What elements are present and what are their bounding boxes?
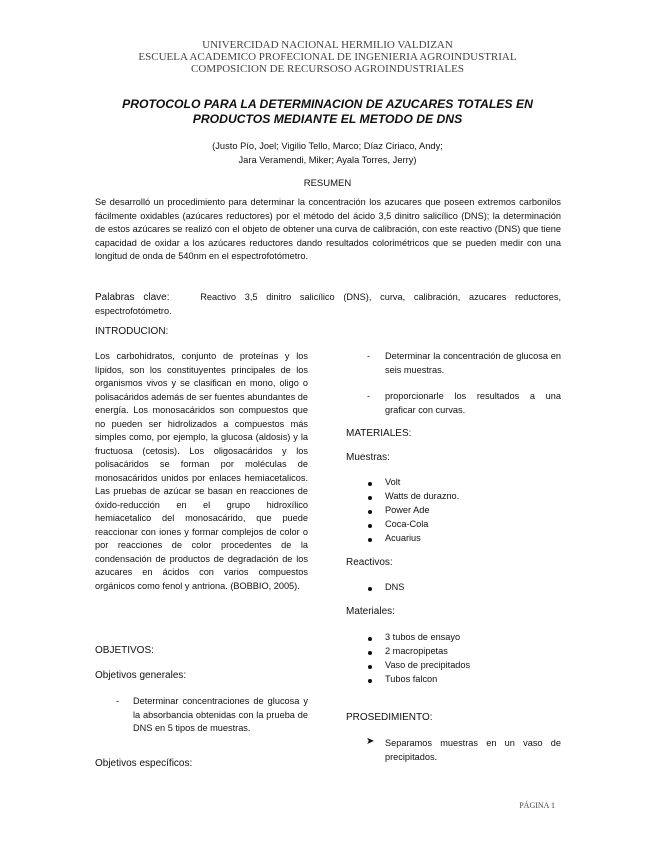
- institution-header: [0, 39, 655, 75]
- keywords-text: Reactivo 3,5 dinitro salicílico (DNS), curva, calibración, azucares reductores, espectrofotómetro.: [95, 292, 561, 316]
- keywords-label: Palabras clave:: [95, 292, 170, 303]
- objetivos-generales-heading: Objetivos generales:: [95, 670, 187, 681]
- dash-marker: -: [116, 696, 120, 706]
- bullet-icon: [368, 587, 372, 591]
- bullet-icon: [368, 679, 372, 683]
- paper-title: PROTOCOLO PARA LA DETERMINACION DE AZUCARES TOTALES EN PRODUCTOS MEDIANTE EL METODO DE DNS: [122, 97, 533, 126]
- bullet-icon: [368, 524, 372, 528]
- reactivos-heading: Reactivos:: [346, 557, 393, 568]
- muestra-item: Power Ade: [385, 505, 430, 515]
- muestra-item: Acuarius: [385, 533, 421, 543]
- introduccion-heading: INTRODUCION:: [95, 326, 169, 337]
- dash-marker: -: [367, 391, 371, 401]
- course-name: COMPOSICION DE RECURSOSO AGROINDUSTRIALES: [191, 63, 464, 75]
- objetivos-especificos-heading: Objetivos específicos:: [95, 758, 193, 769]
- resumen-heading: RESUMEN: [303, 178, 352, 189]
- muestras-heading: Muestras:: [346, 452, 390, 463]
- material-item: 3 tubos de ensayo: [385, 632, 461, 642]
- muestra-item: Watts de durazno.: [385, 491, 460, 501]
- dash-marker: -: [367, 351, 371, 361]
- objetivo-general-item: Determinar concentraciones de glucosa y la absorbancia obtenidas con la prueba de DNS en 5 tipos de muestras.: [133, 696, 308, 733]
- authors-line-1: (Justo Pío, Joel; Vigilio Tello, Marco; Díaz Ciriaco, Andy;: [212, 141, 443, 151]
- bullet-icon: [368, 665, 372, 669]
- material-item: Vaso de precipitados: [385, 660, 471, 670]
- bullet-icon: [368, 651, 372, 655]
- bullet-icon: [368, 482, 372, 486]
- bullet-icon: [368, 637, 372, 641]
- reactivo-item: DNS: [385, 582, 405, 592]
- bullet-icon: [368, 496, 372, 500]
- school-name: ESCUELA ACADEMICO PROFECIONAL DE INGENIERIA AGROINDUSTRIAL: [138, 51, 517, 63]
- introduccion-body: Los carbohidratos, conjunto de proteínas y los lípidos, son los constituyentes principales de los organismos vivos y se clasifican en mono, oligo o polisacáridos además de ser fuentes abundantes de energía. Los monosacáridos son compuestos que no pueden ser hidrolizados a compuestos más simples como, por ejemplo, la glucosa (aldosis) y la fructuosa (cetosis). Los oligosacáridos y los polisacáridos se forman por moléculas de monosacáridos unidos por enlaces hemiacetalicos. Las pruebas de azúcar se basan en reacciones de óxido-reducción en el grupo hidroxílico hemiacetalico del monosacárido, que puede reaccionar con iones y formar complejos de color o por reacciones de color procedentes de la condensación de productos de degradación de los azucares en ácidos con varios compuestos orgánicos como fenol y antriona. (BOBBIO, 2005).: [95, 351, 308, 591]
- materiales-heading: MATERIALES:: [346, 428, 412, 439]
- procedimiento-step: Separamos muestras en un vaso de precipitados.: [385, 738, 561, 762]
- materiales-subheading: Materiales:: [346, 606, 395, 617]
- objetivos-heading: OBJETIVOS:: [95, 645, 154, 656]
- resumen-body: Se desarrolló un procedimiento para determinar la concentración los azucares que poseen extremos carbonilos fácilmente oxidables (azúcares reductores) por el método del ácido 3,5 dinitro salicílico (DNS); la determinación de estos azúcares se realizó con el objeto de obtener una curva de calibración, con este reactivo (DNS) que tiene capacidad de oxidar a los azúcares reductores dando resultados colorimétricos que se pueden medir con una longitud de onda de 540nm en el espectrofotómetro.: [95, 197, 561, 261]
- page-number: PÁGINA 1: [519, 801, 555, 810]
- procedimiento-heading: PROSEDIMIENTO:: [346, 712, 433, 723]
- authors: [120, 139, 535, 167]
- arrow-bullet-icon: ➤: [366, 736, 375, 747]
- material-item: 2 macropipetas: [385, 646, 448, 656]
- university-name: UNIVERCIDAD NACIONAL HERMILIO VALDIZAN: [202, 39, 453, 51]
- objetivo-especifico-item: Determinar la concentración de glucosa en seis muestras.: [385, 351, 561, 375]
- authors-line-2: Jara Veramendi, Miker; Ayala Torres, Jerry): [238, 155, 417, 165]
- bullet-icon: [368, 510, 372, 514]
- keywords: [95, 291, 561, 318]
- bullet-icon: [368, 538, 372, 542]
- material-item: Tubos falcon: [385, 674, 438, 684]
- muestra-item: Coca-Cola: [385, 519, 429, 529]
- objetivo-especifico-item: proporcionarle los resultados a una graficar con curvas.: [385, 391, 561, 415]
- muestra-item: Volt: [385, 477, 401, 487]
